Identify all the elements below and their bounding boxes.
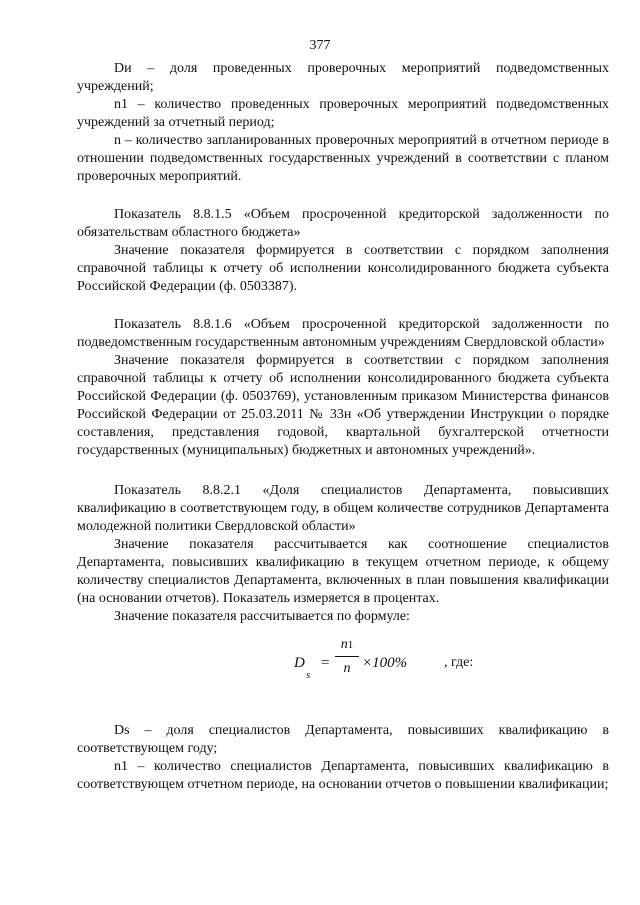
indicator-8-8-1-5-text: Значение показателя формируется в соответствии с порядком заполнения справочной таблицы к отчету об исполнении консолидированного бюджета субъекта Российской Федерации (ф. 0503387). — [77, 243, 609, 294]
indicator-8-8-2-1-text: Значение показателя рассчитывается как соотношение специалистов Департамента, повысивших квалификацию в текущем отчетном периоде, к общему количеству специалистов Департамента, включенных в план повышения квалификации (на основании отчетов). Показатель измеряется в процентах. — [77, 537, 609, 606]
indicator-8-8-1-5-title: Показатель 8.8.1.5 «Объем просроченной кредиторской задолженности по обязательствам областного бюджета» — [77, 207, 609, 240]
definition-ds: Ds – доля специалистов Департамента, повысивших квалификацию в соответствующем году; — [77, 723, 609, 756]
formula-denominator: n — [343, 661, 351, 676]
formula-multiplier: ×100% — [362, 655, 408, 671]
formula-fraction — [335, 636, 359, 678]
definition-dn: Dи – доля проведенных проверочных мероприятий подведомственных учреждений; — [77, 61, 609, 94]
definition-n: n – количество запланированных проверочных мероприятий в отчетном периоде в отношении подведомственных государственных учреждений в соответствии с планом проверочных мероприятий. — [77, 133, 609, 184]
indicator-8-8-1-6-title: Показатель 8.8.1.6 «Объем просроченной кредиторской задолженности по подведомственным государственным автономным учреждениям Свердловской области» — [77, 317, 609, 350]
formula-lhs-subscript: s — [306, 669, 311, 681]
formula — [77, 632, 609, 696]
formula-intro: Значение показателя рассчитывается по формуле: — [114, 609, 410, 624]
definition-n1-specialists: n1 – количество специалистов Департамента, повысивших квалификацию в соответствующем отчетном периоде, на основании отчетов о повышении квалификации; — [77, 759, 609, 792]
formula-equals: = — [321, 655, 330, 671]
formula-tail: , где: — [444, 655, 474, 670]
page-number: 377 — [309, 38, 331, 53]
fraction-bar — [335, 656, 359, 657]
definition-n1: n1 – количество проведенных проверочных мероприятий подведомственных учреждений за отчетный период; — [77, 97, 609, 130]
indicator-8-8-2-1-title: Показатель 8.8.2.1 «Доля специалистов Департамента, повысивших квалификацию в соответствующем году, в общем количестве сотрудников Департамента молодежной политики Свердловской области» — [77, 483, 609, 534]
document-body — [77, 60, 609, 794]
indicator-8-8-1-6-text: Значение показателя формируется в соответствии с порядком заполнения справочной таблицы к отчету об исполнении консолидированного бюджета субъекта Российской Федерации (ф. 0503769), установленным приказом Министерства финансов Российской Федерации от 25.03.2011 № 33н «Об утверждении Инструкции о порядке составления, представления годовой, квартальной бухгалтерской отчетности государственных (муниципальных) бюджетных и автономных учреждений». — [77, 353, 609, 458]
formula-lhs: D — [294, 655, 305, 671]
formula-numerator: n1 — [340, 637, 354, 652]
